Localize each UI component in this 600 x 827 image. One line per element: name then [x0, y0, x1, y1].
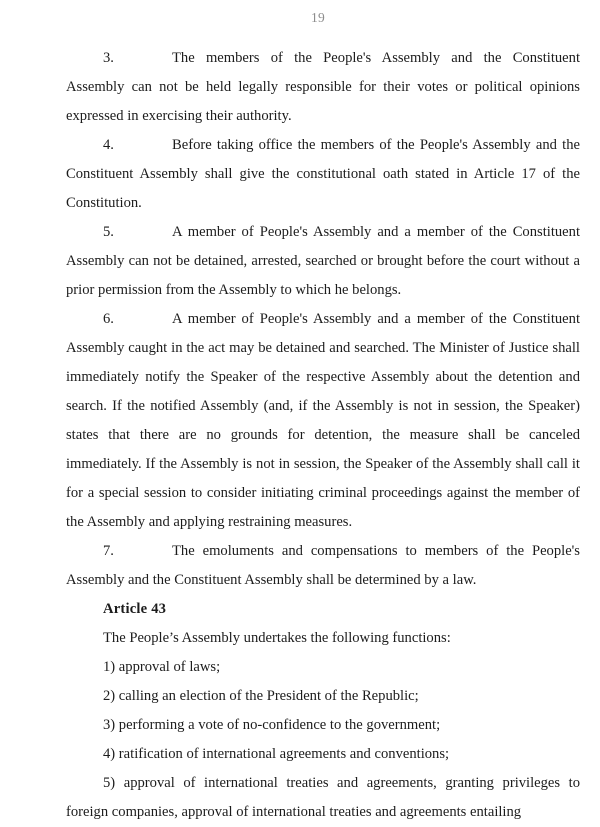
paragraph-text: A member of People's Assembly and a member of the Constituent Assembly caught in the act may be detained and searched. The Minister of Justice shall immediately notify the Speaker of the respective Assembly about the detention and search. If the notified Assembly (and, if the Assembly is not in session, the Speaker) states that there are no grounds for detention, the measure shall be canceled immediately. If the Assembly is not in session, the Speaker of the Assembly shall call it for a special session to consider initiating criminal proceedings against the member of the Assembly and applying restraining measures. [66, 311, 580, 530]
paragraph-text: Before taking office the members of the People's Assembly and the Constituent Assembly shall give the constitutional oath stated in Article 17 of the Constitution. [66, 137, 580, 211]
article-intro: The People’s Assembly undertakes the following functions: [103, 630, 451, 646]
list-item: 1) approval of laws; [103, 659, 221, 675]
article-heading: Article 43 [103, 601, 167, 617]
paragraph-number: 3. [103, 50, 114, 66]
page-number: 19 [310, 10, 326, 25]
list-item: 4) ratification of international agreements and conventions; [103, 746, 450, 762]
page-body [66, 44, 580, 827]
list-item: 5) approval of international treaties and agreements, granting privileges to foreign companies, approval of international treaties and agreements entailing [66, 775, 580, 820]
list-item: 3) performing a vote of no-confidence to the government; [103, 717, 441, 733]
paragraph-text: A member of People's Assembly and a member of the Constituent Assembly can not be detained, arrested, searched or brought before the court without a prior permission from the Assembly to which he belongs. [66, 224, 580, 298]
paragraph-text: The members of the People's Assembly and the Constituent Assembly can not be held legally responsible for their votes or political opinions expressed in exercising their authority. [66, 50, 580, 124]
paragraph-number: 5. [103, 224, 114, 240]
paragraph-text: The emoluments and compensations to members of the People's Assembly and the Constituent Assembly shall be determined by a law. [66, 543, 580, 588]
numbered-paragraph [66, 218, 580, 305]
paragraph-number: 4. [103, 137, 114, 153]
numbered-paragraph [66, 131, 580, 218]
numbered-paragraph [66, 537, 580, 595]
numbered-paragraph [66, 305, 580, 537]
paragraph-number: 6. [103, 311, 114, 327]
paragraph-number: 7. [103, 543, 114, 559]
numbered-paragraph [66, 44, 580, 131]
list-item: 2) calling an election of the President of the Republic; [103, 688, 419, 704]
